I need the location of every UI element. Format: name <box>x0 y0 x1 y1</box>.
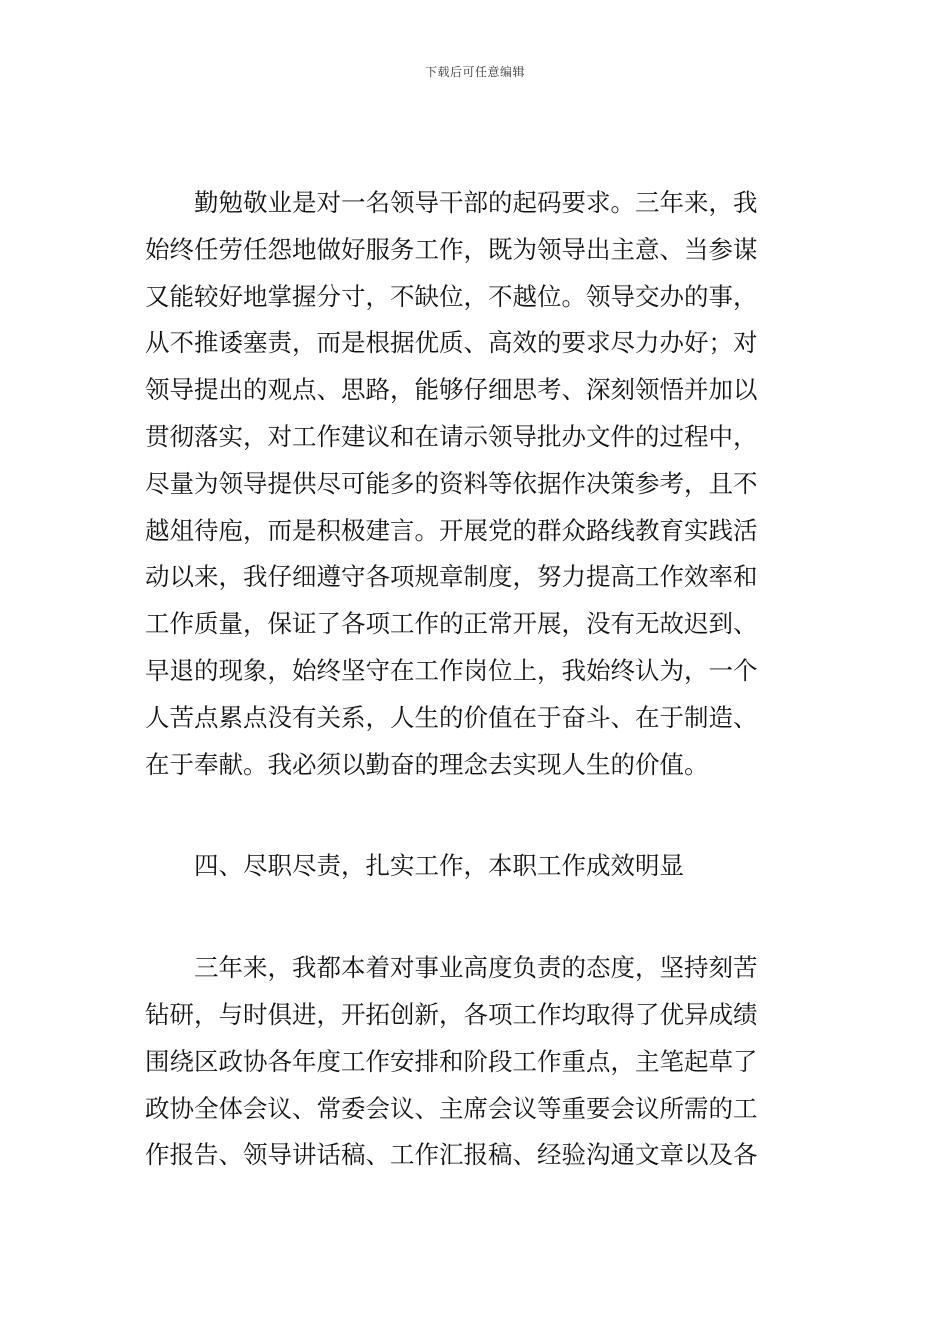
paragraph-line: 又能较好地掌握分寸，不缺位，不越位。领导交办的事， <box>145 281 758 311</box>
paragraph-line: 勤勉敬业是对一名领导干部的起码要求。三年来，我 <box>194 188 758 217</box>
document-body <box>145 180 807 1179</box>
paragraph-diligence <box>145 180 807 788</box>
section-heading: 四、尽职尽责，扎实工作，本职工作成效明显 <box>194 851 684 881</box>
paragraph-line: 始终任劳任怨地做好服务工作，既为领导出主意、当参谋 <box>145 234 758 264</box>
paragraph-line: 从不推诿塞责，而是根据优质、高效的要求尽力办好；对 <box>145 328 758 358</box>
paragraph-line: 在于奉献。我必须以勤奋的理念去实现人生的价值。 <box>145 749 709 779</box>
paragraph-line: 工作质量，保证了各项工作的正常开展，没有无故迟到、 <box>145 609 758 639</box>
paragraph-line: 尽量为领导提供尽可能多的资料等依据作决策参考，且不 <box>145 468 758 498</box>
paragraph-line: 早退的现象，始终坚守在工作岗位上，我始终认为，一个 <box>145 655 758 685</box>
paragraph-line: 政协全体会议、常委会议、主席会议等重要会议所需的工 <box>145 1093 758 1123</box>
page-header-note: 下载后可任意编辑 <box>424 65 525 79</box>
paragraph-spacer <box>145 890 807 945</box>
paragraph-line: 贯彻落实，对工作建议和在请示领导批办文件的过程中， <box>145 421 758 451</box>
paragraph-line: 动以来，我仔细遵守各项规章制度，努力提高工作效率和 <box>145 562 758 592</box>
paragraph-line: 围绕区政协各年度工作安排和阶段工作重点，主笔起草了 <box>145 1046 758 1076</box>
paragraph-line: 人苦点累点没有关系，人生的价值在于奋斗、在于制造、 <box>145 702 758 732</box>
paragraph-achievements <box>145 945 807 1179</box>
paragraph-spacer <box>145 788 807 843</box>
paragraph-line: 三年来，我都本着对事业高度负责的态度，坚持刻苦 <box>194 953 758 983</box>
paragraph-line: 领导提出的观点、思路，能够仔细思考、深刻领悟并加以 <box>145 375 758 405</box>
paragraph-line: 越俎待庖，而是积极建言。开展党的群众路线教育实践活 <box>145 515 758 545</box>
paragraph-line: 作报告、领导讲话稿、工作汇报稿、经验沟通文章以及各 <box>145 1140 758 1170</box>
paragraph-line: 钻研，与时俱进，开拓创新，各项工作均取得了优异成绩 <box>145 999 758 1029</box>
